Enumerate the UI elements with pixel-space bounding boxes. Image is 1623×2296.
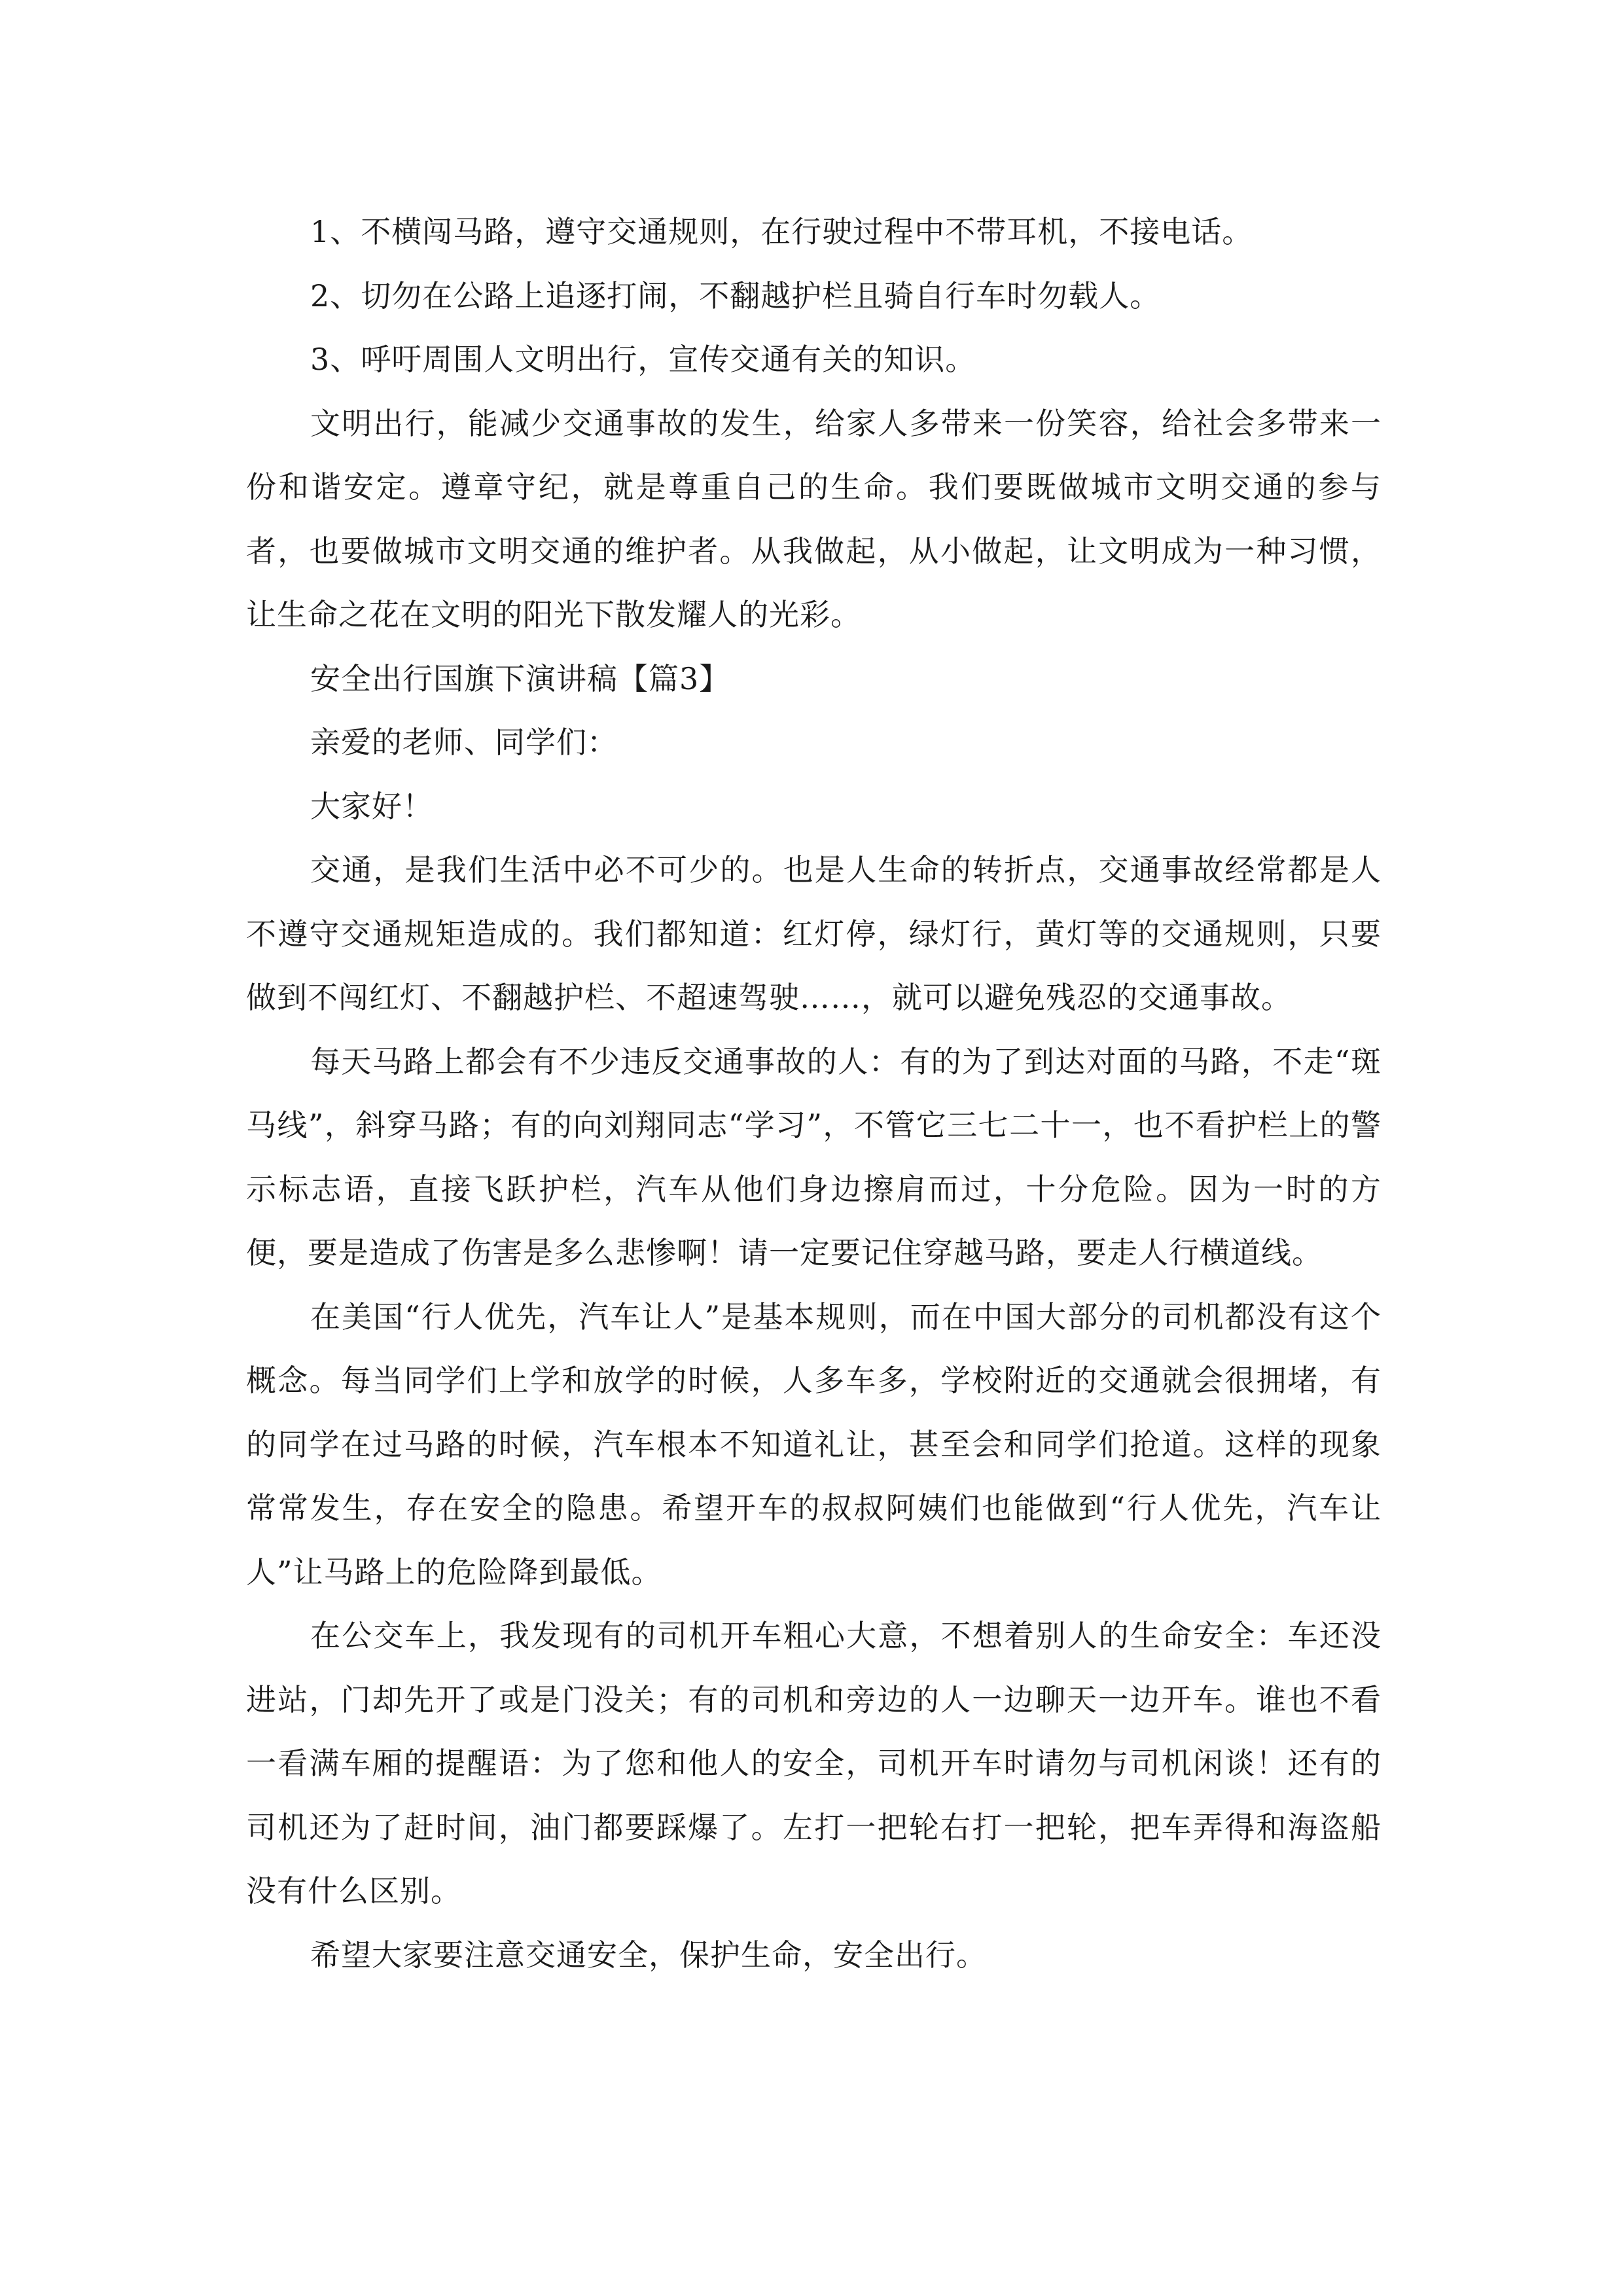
list-item-rule-1: 1、不横闯马路，遵守交通规则，在行驶过程中不带耳机，不接电话。 [310, 214, 1253, 249]
list-item-rule-2: 2、切勿在公路上追逐打闹，不翻越护栏且骑自行车时勿载人。 [310, 278, 1161, 314]
document-body [246, 200, 1382, 1987]
paragraph-pedestrian-priority: 在美国“行人优先，汽车让人”是基本规则，而在中国大部分的司机都没有这个概念。每当同学们上学和放学的时候，人多车多，学校附近的交通就会很拥堵，有的同学在过马路的时候，汽车根本不知道礼让，甚至会和同学们抢道。这样的现象常常发生，存在安全的隐患。希望开车的叔叔阿姨们也能做到“行人优先，汽车让人”让马路上的危险降到最低。 [246, 1299, 1382, 1590]
section-heading: 安全出行国旗下演讲稿【篇3】 [310, 660, 730, 696]
paragraph-violations: 每天马路上都会有不少违反交通事故的人：有的为了到达对面的马路，不走“斑马线”，斜穿马路；有的向刘翔同志“学习”，不管它三七二十一，也不看护栏上的警示标志语，直接飞跃护栏，汽车从他们身边擦肩而过，十分危险。因为一时的方便，要是造成了伤害是多么悲惨啊！请一定要记住穿越马路，要走人行横道线。 [246, 1043, 1382, 1270]
paragraph-closing: 希望大家要注意交通安全，保护生命，安全出行。 [310, 1937, 987, 1973]
paragraph-civilized-travel: 文明出行，能减少交通事故的发生，给家人多带来一份笑容，给社会多带来一份和谐安定。遵章守纪，就是尊重自己的生命。我们要既做城市文明交通的参与者，也要做城市文明交通的维护者。从我做起，从小做起，让文明成为一种习惯，让生命之花在文明的阳光下散发耀人的光彩。 [246, 405, 1382, 632]
paragraph-traffic-rules: 交通，是我们生活中必不可少的。也是人生命的转折点，交通事故经常都是人不遵守交通规矩造成的。我们都知道：红灯停，绿灯行，黄灯等的交通规则，只要做到不闯红灯、不翻越护栏、不超速驾驶……，就可以避免残忍的交通事故。 [246, 852, 1382, 1015]
paragraph-bus-drivers: 在公交车上，我发现有的司机开车粗心大意，不想着别人的生命安全：车还没进站，门却先开了或是门没关；有的司机和旁边的人一边聊天一边开车。谁也不看一看满车厢的提醒语：为了您和他人的安全，司机开车时请勿与司机闲谈！还有的司机还为了赶时间，油门都要踩爆了。左打一把轮右打一把轮，把车弄得和海盗船没有什么区别。 [246, 1618, 1382, 1909]
salutation: 亲爱的老师、同学们： [310, 725, 618, 760]
list-item-rule-3: 3、呼吁周围人文明出行，宣传交通有关的知识。 [310, 342, 976, 377]
greeting: 大家好！ [310, 788, 433, 824]
